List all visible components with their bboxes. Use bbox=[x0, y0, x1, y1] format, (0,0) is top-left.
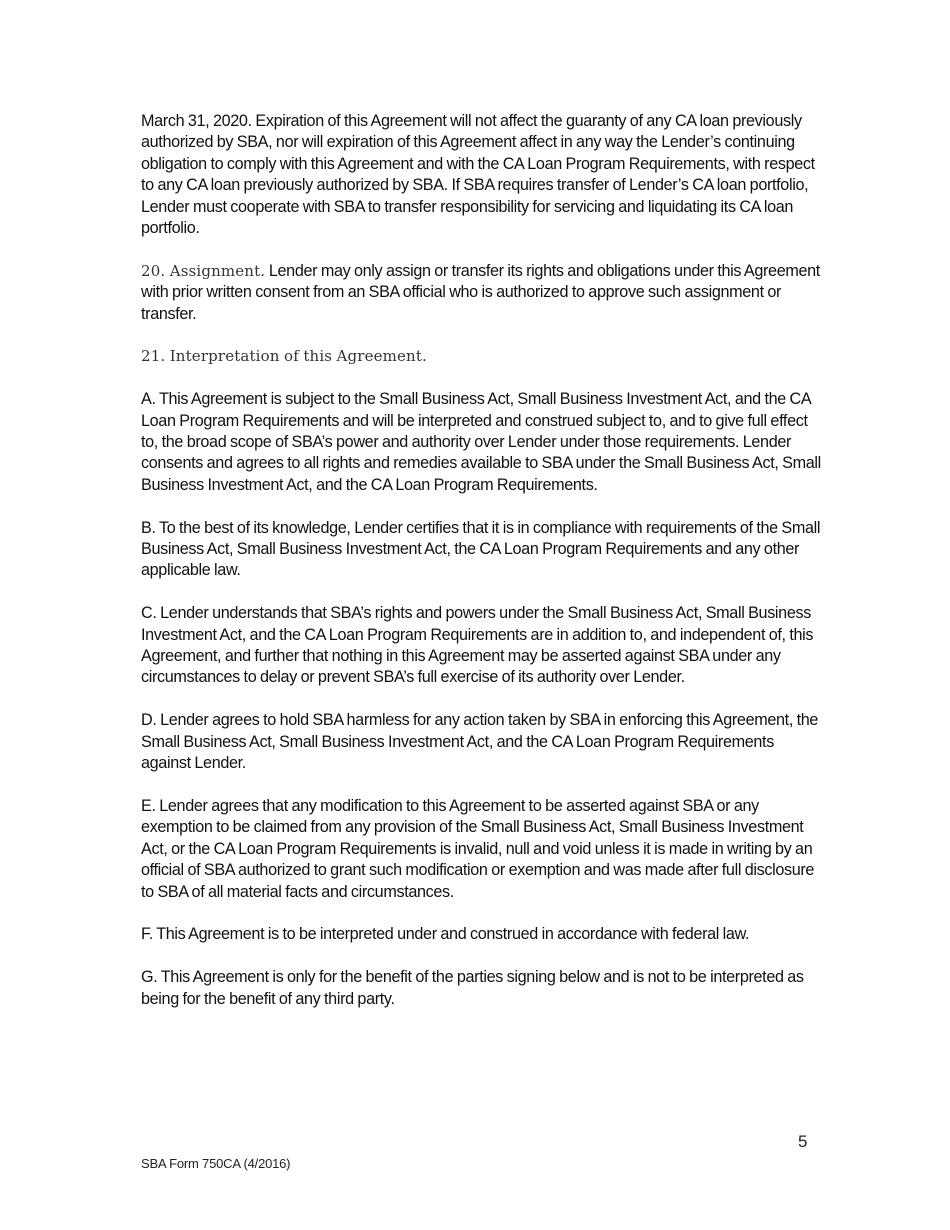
clause-g-paragraph: G. This Agreement is only for the benefit of the parties signing below and is not to be interpreted as being for the benefit of any third party. bbox=[141, 968, 804, 1008]
clause-d-paragraph: D. Lender agrees to hold SBA harmless for any action taken by SBA in enforcing this Agreement, the Small Business Act, Small Business Investment Act, and the CA Loan Program Requirements against Lender. bbox=[141, 711, 819, 773]
clause-c-paragraph: C. Lender understands that SBA’s rights and powers under the Small Business Act, Small Business Investment Act, and the CA Loan Program Requirements are in addition to, and independent of, this Agreement, and further that nothing in this Agreement may be asserted against SBA under any circumstances to delay or prevent SBA’s full exercise of its authority over Lender. bbox=[141, 604, 814, 687]
section-20-heading: 20. Assignment. bbox=[141, 261, 266, 280]
clause-f-paragraph: F. This Agreement is to be interpreted under and construed in accordance with federal law. bbox=[141, 925, 750, 944]
section-20-text: Lender may only assign or transfer its rights and obligations under this Agreement with prior written consent from an SBA official who is authorized to approve such assignment or transfer. bbox=[141, 261, 820, 323]
section-21-heading: 21. Interpretation of this Agreement. bbox=[141, 347, 427, 366]
clause-e-paragraph: E. Lender agrees that any modification to this Agreement to be asserted against SBA or any exemption to be claimed from any provision of the Small Business Act, Small Business Investment Act, or the CA Loan Program Requirements is invalid, null and void unless it is made in writing by an official of SBA authorized to grant such modification or exemption and was made after full disclosure to SBA of all material facts and circumstances. bbox=[141, 796, 815, 901]
section-20-paragraph bbox=[141, 261, 821, 325]
clause-b-paragraph: B. To the best of its knowledge, Lender certifies that it is in compliance with requirements of the Small Business Act, Small Business Investment Act, the CA Loan Program Requirements and any other applicable law. bbox=[141, 518, 821, 580]
document-body bbox=[141, 111, 821, 1031]
clause-a-paragraph: A. This Agreement is subject to the Small Business Act, Small Business Investment Act, and the CA Loan Program Requirements and will be interpreted and construed subject to, and to give full effect to, the broad scope of SBA’s power and authority over Lender under those requirements. Lender consents and agrees to all rights and remedies available to SBA under the Small Business Act, Small Business Investment Act, and the CA Loan Program Requirements. bbox=[141, 390, 821, 494]
form-footer: SBA Form 750CA (4/2016) bbox=[141, 1156, 291, 1171]
continuation-paragraph: March 31, 2020. Expiration of this Agreement will not affect the guaranty of any CA loan previously authorized by SBA, nor will expiration of this Agreement affect in any way the Lender’s continuing obligation to comply with this Agreement and with the CA Loan Program Requirements, with respect to any CA loan previously authorized by SBA. If SBA requires transfer of Lender’s CA loan portfolio, Lender must cooperate with SBA to transfer responsibility for servicing and liquidating its CA loan portfolio. bbox=[141, 112, 815, 238]
page-number: 5 bbox=[798, 1132, 808, 1151]
